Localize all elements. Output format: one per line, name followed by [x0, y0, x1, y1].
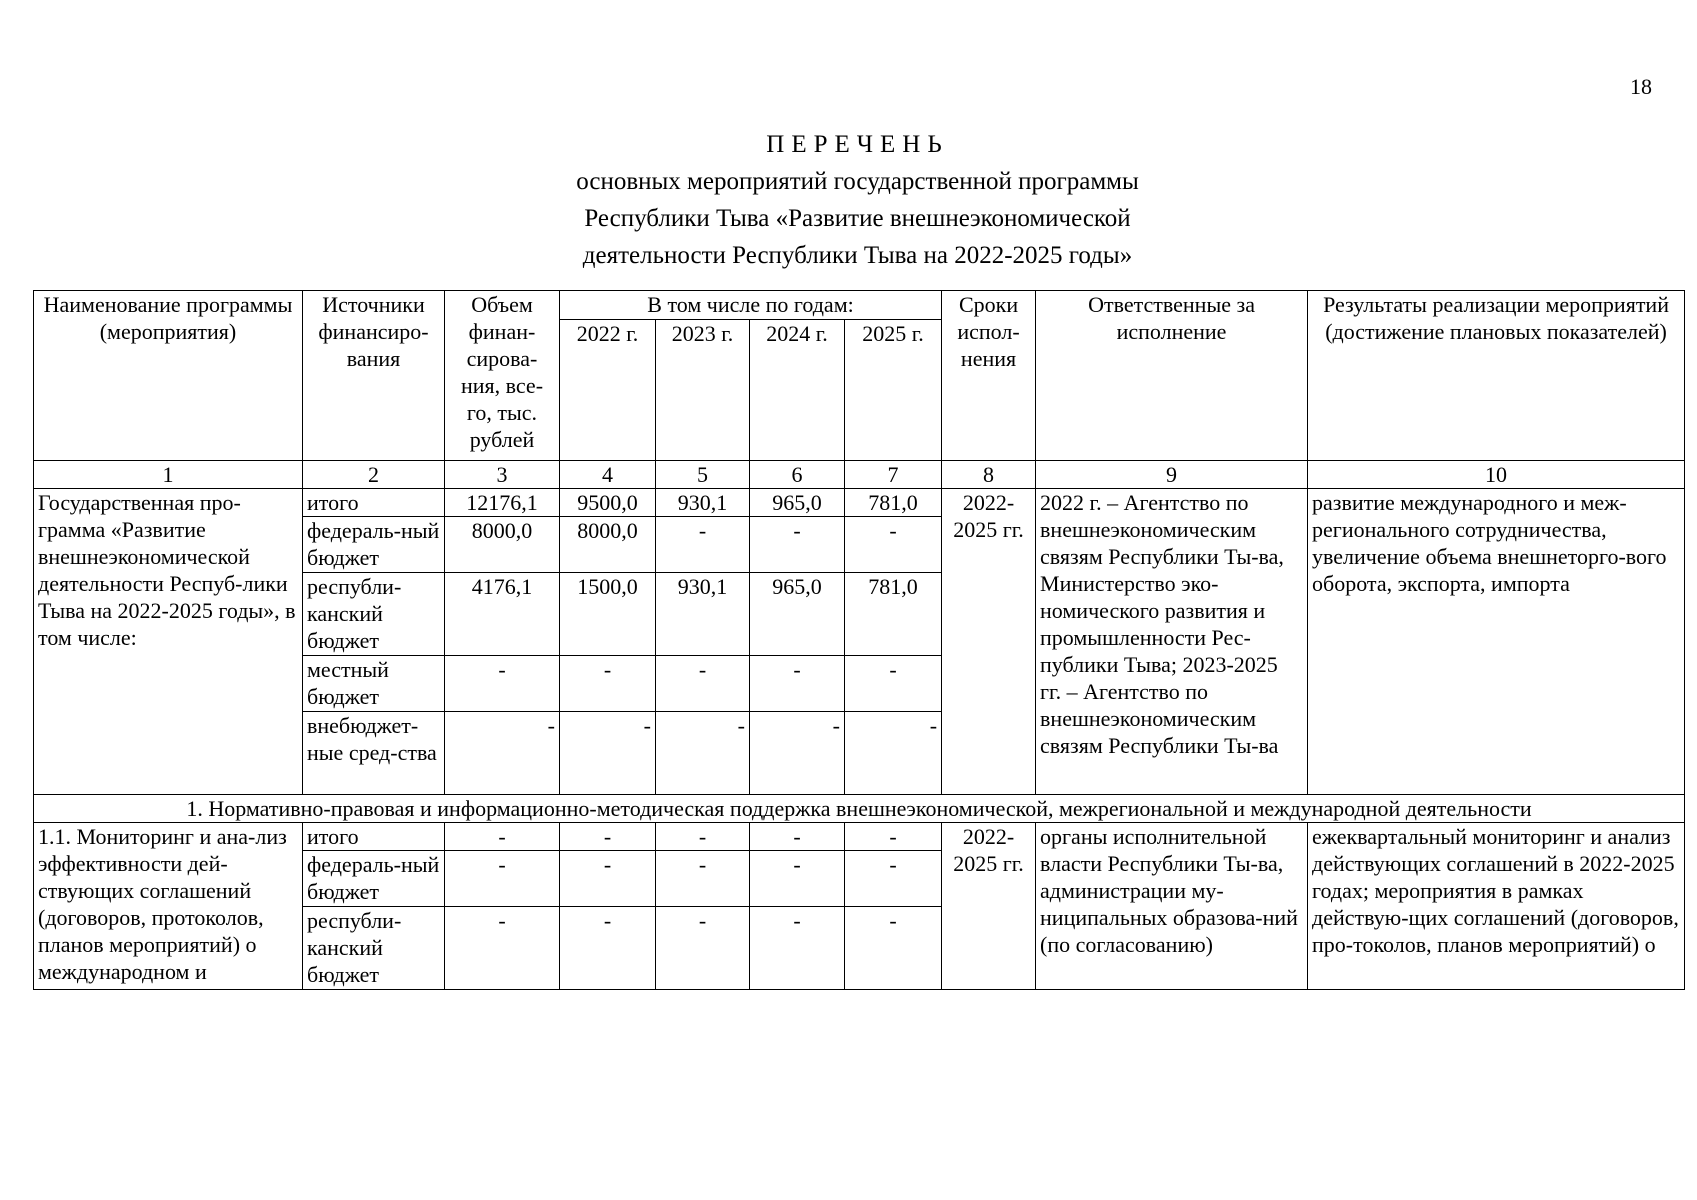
col-number: 7 [845, 461, 942, 489]
value-cell: - [750, 851, 845, 907]
value-cell: 781,0 [845, 489, 942, 517]
col-number: 4 [560, 461, 656, 489]
value-cell: - [656, 712, 750, 795]
value-cell: 4176,1 [445, 573, 560, 656]
source-cell: итого [303, 489, 445, 517]
section-heading: 1. Нормативно-правовая и информационно-методическая поддержка внешнеэкономической, межрегиональной и международной деятельности [34, 795, 1685, 823]
source-cell: федераль-ный бюджет [303, 517, 445, 573]
value-cell: - [845, 517, 942, 573]
value-cell: 781,0 [845, 573, 942, 656]
program-results: развитие международного и меж-регионального сотрудничества, увеличение объема внешнеторго-вого оборота, экспорта, импорта [1308, 489, 1685, 795]
title-line-2: Республики Тыва «Развитие внешнеэкономической [584, 205, 1131, 232]
value-cell: - [656, 823, 750, 851]
value-cell: - [750, 517, 845, 573]
value-cell: 930,1 [656, 489, 750, 517]
item-name: 1.1. Мониторинг и ана-лиз эффективности дей-ствующих соглашений (договоров, протоколов, планов мероприятий) о международном и [34, 823, 303, 990]
value-cell: - [750, 907, 845, 990]
measures-table [33, 290, 1685, 990]
value-cell: 8000,0 [445, 517, 560, 573]
program-responsible: 2022 г. – Агентство по внешнеэкономическим связям Республики Ты-ва, Министерство эко-номического развития и промышленности Рес-публики Тыва; 2023-2025 гг. – Агентство по внешнеэкономическим связям Республики Ты-ва [1036, 489, 1308, 795]
value-cell: - [845, 712, 942, 795]
value-cell: - [750, 712, 845, 795]
value-cell: 965,0 [750, 489, 845, 517]
value-cell: - [560, 851, 656, 907]
header-sources: Источники финансиро-вания [303, 291, 445, 461]
value-cell: - [750, 823, 845, 851]
title-main: ПЕРЕЧЕНЬ [766, 131, 949, 158]
value-cell: - [445, 907, 560, 990]
table-row [34, 823, 1685, 851]
program-name: Государственная про-грамма «Развитие внешнеэкономической деятельности Респуб-лики Тыва на 2022-2025 годы», в том числе: [34, 489, 303, 795]
value-cell: - [656, 656, 750, 712]
item-responsible: органы исполнительной власти Республики Ты-ва, администрации му-ниципальных образова-ний (по согласованию) [1036, 823, 1308, 990]
value-cell: 1500,0 [560, 573, 656, 656]
value-cell: - [445, 823, 560, 851]
table-row [34, 489, 1685, 517]
header-year-2025: 2025 г. [845, 320, 942, 461]
page-number: 18 [1630, 74, 1652, 99]
value-cell: - [845, 907, 942, 990]
col-number: 1 [34, 461, 303, 489]
value-cell: 8000,0 [560, 517, 656, 573]
item-terms: 2022-2025 гг. [942, 823, 1036, 990]
header-year-2023: 2023 г. [656, 320, 750, 461]
title-line-3: деятельности Республики Тыва на 2022-2025 годы» [582, 242, 1133, 269]
value-cell: - [845, 851, 942, 907]
source-cell: внебюджет-ные сред-ства [303, 712, 445, 795]
value-cell: - [445, 712, 560, 795]
value-cell: - [445, 656, 560, 712]
value-cell: - [560, 907, 656, 990]
header-responsible: Ответственные за исполнение [1036, 291, 1308, 461]
value-cell: - [560, 823, 656, 851]
header-results: Результаты реализации мероприятий (достижение плановых показателей) [1308, 291, 1685, 461]
value-cell: - [656, 517, 750, 573]
header-terms: Сроки испол-нения [942, 291, 1036, 461]
header-volume: Объем финан-сирова-ния, все-го, тыс. рублей [445, 291, 560, 461]
value-cell: - [445, 851, 560, 907]
col-number: 2 [303, 461, 445, 489]
value-cell: - [560, 712, 656, 795]
source-cell: республи-канский бюджет [303, 907, 445, 990]
header-year-2022: 2022 г. [560, 320, 656, 461]
value-cell: - [845, 656, 942, 712]
value-cell: - [656, 851, 750, 907]
source-cell: итого [303, 823, 445, 851]
source-cell: республи-канский бюджет [303, 573, 445, 656]
col-number: 8 [942, 461, 1036, 489]
document-title [500, 126, 1215, 274]
col-number: 5 [656, 461, 750, 489]
title-line-1: основных мероприятий государственной программы [576, 168, 1139, 195]
value-cell: - [656, 907, 750, 990]
value-cell: 965,0 [750, 573, 845, 656]
program-terms: 2022-2025 гг. [942, 489, 1036, 795]
value-cell: 12176,1 [445, 489, 560, 517]
value-cell: - [845, 823, 942, 851]
value-cell: 930,1 [656, 573, 750, 656]
source-cell: местный бюджет [303, 656, 445, 712]
col-number: 9 [1036, 461, 1308, 489]
value-cell: 9500,0 [560, 489, 656, 517]
value-cell: - [560, 656, 656, 712]
col-number: 6 [750, 461, 845, 489]
header-name: Наименование программы (мероприятия) [34, 291, 303, 461]
source-cell: федераль-ный бюджет [303, 851, 445, 907]
col-number: 3 [445, 461, 560, 489]
header-by-years: В том числе по годам: [560, 291, 942, 320]
item-results: ежеквартальный мониторинг и анализ действующих соглашений в 2022-2025 годах; мероприятия в рамках действую-щих соглашений (договоров, про-токолов, планов мероприятий) о [1308, 823, 1685, 990]
col-number: 10 [1308, 461, 1685, 489]
value-cell: - [750, 656, 845, 712]
header-year-2024: 2024 г. [750, 320, 845, 461]
